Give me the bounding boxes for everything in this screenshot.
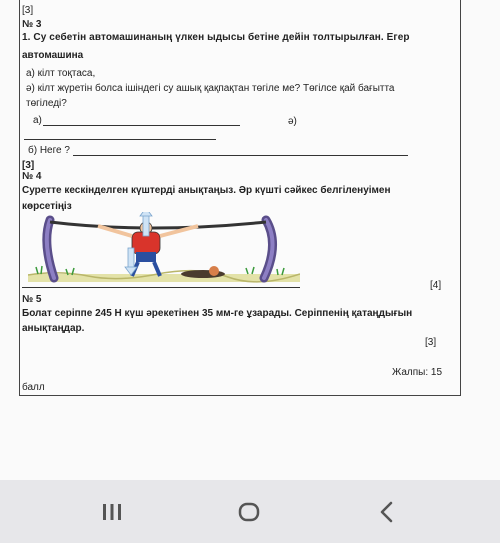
q3-answer-a-label: а) [33,115,42,126]
q3-why-line[interactable] [73,155,408,156]
q3-text-line2: автомашина [22,50,84,61]
home-icon [237,500,261,524]
q5-text-line2: анықтаңдар. [22,323,85,334]
force-illustration [28,212,300,287]
q3-option-b-line2: төгіледі? [26,98,67,109]
back-button[interactable] [347,480,427,543]
q3-answer-b-line[interactable] [24,139,216,140]
q4-text-line2: көрсетіңіз [22,201,72,212]
q3-number: № 3 [22,19,42,30]
home-button[interactable] [209,480,289,543]
q3-text-line1: 1. Су себетін автомашинаның үлкен ыдысы бетіне дейін толтырылған. Егер [22,32,410,43]
q4-text-line1: Суретте кескінделген күштерді анықтаңыз. Әр күшті сәйкес белгіленуімен [22,185,391,196]
points-label: балл [22,382,45,393]
total-label: Жалпы: 15 [392,367,443,378]
score-top: [3] [22,5,34,16]
q3-answer-b-label: ә) [288,116,297,127]
recent-apps-button[interactable] [72,480,152,543]
q3-why-label: б) Неге ? [28,145,70,156]
q3-option-b-line1: ә) кілт жүретін болса ішіндегі су ашық қақпақтан төгіле ме? Төгілсе қай бағытта [26,83,395,94]
q4-answer-line[interactable] [22,287,300,288]
q4-number: № 4 [22,171,42,182]
q5-text-line1: Болат серіппе 245 Н күш әрекетінен 35 мм-ге ұзарады. Серіппенің қатаңдығын [22,308,413,319]
q5-score: [3] [425,337,437,348]
q5-number: № 5 [22,294,42,305]
worksheet-frame [19,0,461,396]
back-icon [377,501,397,523]
navigation-bar [0,480,500,543]
q3-answer-a-line[interactable] [43,125,240,126]
q4-score: [4] [430,280,442,291]
recent-apps-icon [101,502,123,522]
q3-option-a: а) кілт тоқтаса, [26,68,96,79]
q3-score: [3] [22,160,35,171]
